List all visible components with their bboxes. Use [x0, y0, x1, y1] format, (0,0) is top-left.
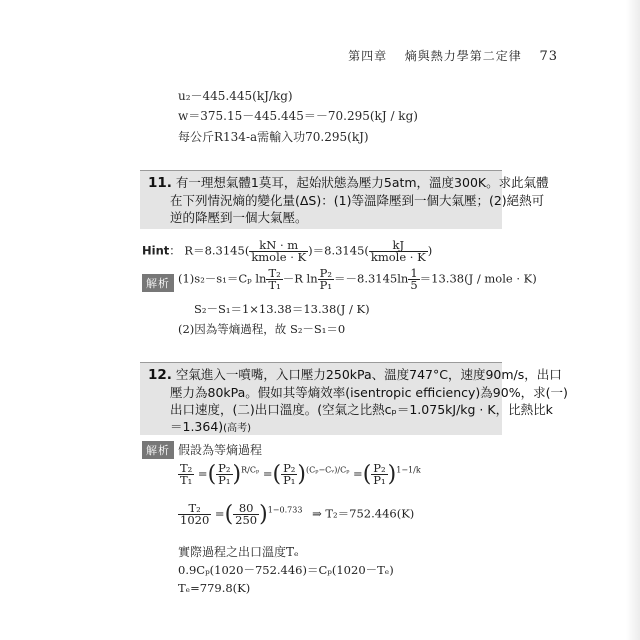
hint-fraction-1: $\frac{kN \cdot m}{\text{kmole · K}}$	[251, 238, 307, 264]
top-line-1: u₂－445.445(kJ/kg)	[178, 89, 293, 103]
hint-pre: ： R＝8.3145(	[169, 243, 250, 258]
question-12-number: 12.	[148, 367, 172, 383]
q12-line-2: 壓力為80kPa。假如其等熵效率(isentropic efficiency)為90%，求(一)	[170, 385, 568, 400]
page-edge-shadow	[626, 0, 640, 640]
solution-tag-12: 解析	[142, 441, 174, 459]
solution-12-eq-1: $\frac{\text{T₂}}{\text{T₁}}$ =( $\frac{\text{P₂}}{\text{P₁}}$ )$^{R/C_p}$ =( $\frac{\text{P₂}}{\text{P₁}}$ )$^{(C_p-Cᵥ)/C_p}$ =( $\frac{\text{P₂}}{\text{P₁}}$ )$^{1-1/k}$	[180, 461, 421, 487]
question-11-number: 11.	[148, 175, 172, 191]
hint-fraction-2: $\frac{kJ}{\text{kmole · K}}$	[370, 238, 426, 264]
solution-11-eq-2: S₂－S₁＝1×13.38＝13.38(J / K)	[194, 302, 370, 316]
chapter-title: 熵與熱力學第二定律	[404, 49, 522, 63]
solution-tag-11: 解析	[142, 274, 174, 292]
hint-line	[142, 240, 432, 263]
hint-mid: )＝8.3145(	[308, 243, 369, 258]
q11-line-1: 有一理想氣體1莫耳，起始狀態為壓力5atm，溫度300K。求此氣體	[175, 175, 549, 190]
page-number: 73	[539, 49, 558, 64]
solution-12-eq-4: Tₑ=779.8(K)	[178, 581, 251, 595]
q11-line-3: 逆的降壓到一個大氣壓。	[170, 210, 308, 225]
q12-line-4: ＝1.364)	[170, 419, 224, 434]
chapter-label: 第四章	[348, 49, 388, 63]
solution-11-eq-3: (2)因為等熵過程，故 S₂－S₁＝0	[178, 322, 346, 336]
top-line-2: w＝375.15－445.445＝－70.295(kJ / kg)	[178, 109, 418, 123]
solution-12-actual-label: 實際過程之出口溫度Tₑ	[178, 545, 299, 559]
top-line-3: 每公斤R134-a需輸入功70.295(kJ)	[178, 130, 369, 144]
solution-12-assumption: 假設為等熵過程	[178, 443, 263, 457]
q12-line-3: 出口速度，(二)出口溫度。(空氣之比熱cₚ＝1.075kJ/kg · K，比熱比k	[170, 402, 553, 417]
question-12-text	[148, 366, 568, 437]
solution-11-eq-1: (1)s₂－s₁＝Cₚ ln $\frac{\text{T₂}}{\text{T₁}}$ －R ln $\frac{\text{P₂}}{\text{P₁}}$ ＝－8.3145ln $\frac{1}{5}$ ＝13.38(J / mole · K)	[178, 266, 537, 292]
hint-post: )	[427, 243, 433, 258]
solution-12-eq-2: $\frac{\text{T₂}}{1020}$ =( $\frac{80}{250}$ )$^{1-0.733}$ ⇒ T₂＝752.446(K)	[180, 501, 415, 527]
question-11-text	[148, 174, 549, 226]
q12-source: (高考)	[223, 423, 251, 434]
q12-line-1: 空氣進入一噴嘴，入口壓力250kPa、溫度747°C，速度90m/s，出口	[175, 367, 562, 382]
hint-label: Hint	[142, 243, 170, 258]
q11-line-2: 在下列情況熵的變化量(ΔS)：(1)等溫降壓到一個大氣壓；(2)絕熱可	[170, 193, 545, 208]
running-header	[348, 47, 558, 64]
solution-12-eq-3: 0.9Cₚ(1020－752.446)＝Cₚ(1020－Tₑ)	[178, 563, 394, 577]
